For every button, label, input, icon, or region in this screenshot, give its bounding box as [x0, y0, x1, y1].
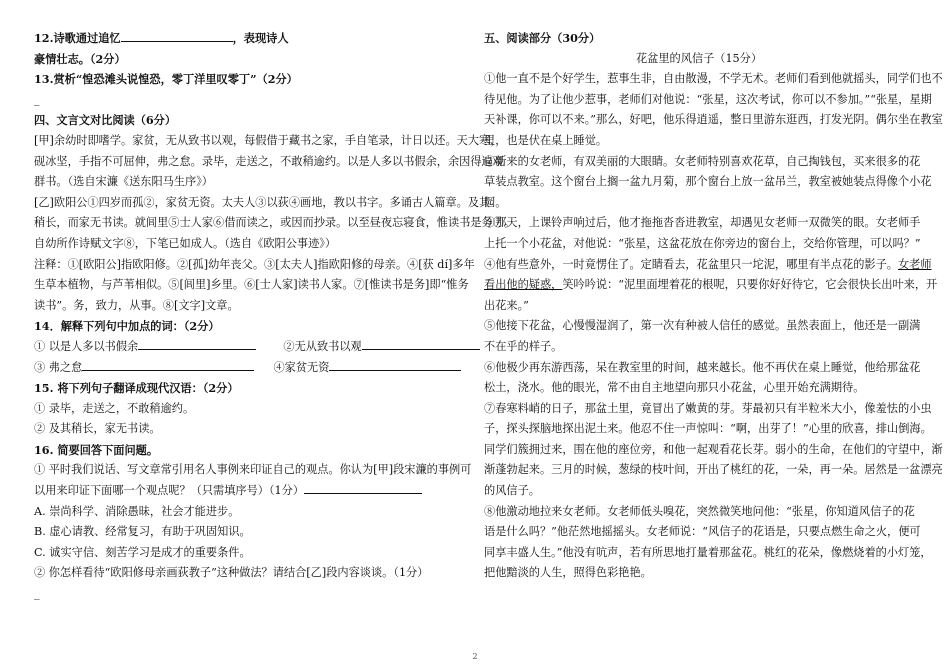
passage-jia-line: 群书。（选自宋濂《送东阳马生序》）	[34, 175, 213, 189]
article-line: 的风信子。	[484, 484, 540, 498]
answer-blank[interactable]	[362, 337, 480, 350]
underlined-sentence: 女老师	[897, 257, 932, 271]
answer-blank[interactable]	[329, 358, 461, 371]
notes-line: 注释：①[欧阳公]指欧阳修。②[孤]幼年丧父。③[太夫人]指欧阳修的母亲。④[获 dí]多年	[34, 257, 475, 271]
answer-blank[interactable]	[138, 337, 256, 350]
article-line: ⑧他激动地拉来女老师。女老师低头嗅花，突然微笑地问他：“张星，你知道风信子的花	[484, 504, 915, 518]
question-13: 13.赏析“惶恐滩头说惶恐，零丁洋里叹零丁”（2分）	[34, 72, 298, 87]
article-line: 松土，浇水。他的眼光，常不由自主地望向那只小花盆，心里开始充满期待。	[484, 381, 865, 395]
article-line: 看出他的疑惑，笑吟吟说：“泥里面埋着花的根呢，只要你好好待它，它会很快长出叶来，开	[484, 278, 938, 292]
article-line: 把他黯淡的人生，照得色彩艳艳。	[484, 566, 652, 580]
article-line: 出花来。”	[484, 298, 529, 312]
passage-yi-line: 自幼所作诗赋文字⑧，下笔已如成人。（选自《欧阳公事迹》）	[34, 236, 337, 250]
question-12: 12.诗歌通过追忆 ，表现诗人	[34, 31, 289, 45]
article-line: 同享丰盛人生。”他没有吭声，若有所思地打量着那盆花。桃红的花朵，像燃烧着的小灯笼，	[484, 545, 932, 559]
article-line: 不在乎的样子。	[484, 339, 563, 353]
passage-jia-line: 砚冰坚，手指不可屈伸，弗之怠。录毕，走送之，不敢稍逾约。以是人多以书假余，余因得遍观	[34, 154, 504, 168]
section-5-heading: 五、阅读部分（30分）	[484, 31, 601, 45]
underlined-sentence: 看出他的疑惑，	[484, 278, 563, 292]
section-4-heading: 四、文言文对比阅读（6分）	[34, 113, 177, 128]
article-line: ②新来的女老师，有双美丽的大眼睛。女老师特别喜欢花草，自己掏钱包，买来很多的花	[484, 154, 921, 168]
question-15-item: ① 录毕，走送之，不敢稍逾约。	[34, 401, 195, 415]
article-line: 渐蓬勃起来。三月的时候，葱绿的枝叶间，开出了桃红的花，一朵，再一朵。居然是一盆漂亮	[484, 463, 943, 477]
question-15: 15. 将下列句子翻译成现代汉语：（2分）	[34, 381, 239, 396]
answer-dash[interactable]: _	[34, 92, 40, 106]
passage-yi-line: [乙]欧阳公①四岁而孤②，家贫无资。太夫人③以荻④画地，教以书字。多诵古人篇章。及其	[34, 195, 491, 209]
notes-line: 生草本植物，与芦苇相似。⑤[闾里]乡里。⑥[士人家]读书人家。⑦[惟读书是务]即“惟务	[34, 278, 469, 292]
article-line: 里，也是伏在桌上睡觉。	[484, 133, 608, 147]
question-16: 16. 简要回答下面问题。	[34, 442, 159, 457]
question-14-row: ① 以是人多以书假余 ②无从致书以观	[34, 337, 466, 358]
article-line: ⑦春寒料峭的日子，那盆土里，竟冒出了嫩黄的芽。芽最初只有半粒米大小，像羞怯的小虫	[484, 401, 932, 415]
option-b: B. 虚心请教、经常复习，有助于巩固知识。	[34, 525, 251, 539]
article-line: 同学们簇拥过来，围在他的座位旁，和他一起观看花长芽。弱小的生命，在他们的守望中，渐	[484, 442, 943, 456]
article-line: 子，探头探脑地探出泥土来。他忍不住一声惊叫：“啊，出芽了！”心里的欣喜，排山倒海。	[484, 422, 932, 436]
article-line: ①他一直不是个好学生，惹事生非，自由散漫，不学无术。老师们看到他就摇头，同学们也不	[484, 72, 943, 86]
question-16-item: ① 平时我们说话、写文章常引用名人事例来印证自己的观点。你认为[甲]段宋濂的事例可	[34, 463, 472, 477]
answer-blank[interactable]	[304, 481, 422, 494]
article-line: 语是什么吗？”他茫然地摇摇头。女老师说：“风信子的花语是，只要点燃生命之火，便可	[484, 525, 921, 539]
article-line: 天补课，你可以不来。”那么，好吧，他乐得逍遥，整日里游东逛西，打发光阴。偶尔坐在教室	[484, 113, 943, 127]
answer-blank[interactable]	[121, 29, 233, 42]
article-line: 待见他。为了让他少惹事，老师们对他说：“张星，这次考试，你可以不参加。”“张星，星期	[484, 92, 932, 106]
article-line: ⑥他极少再东游西荡，呆在教室里的时间，越来越长。他不再伏在桌上睡觉，他给那盆花	[484, 360, 921, 374]
answer-blank[interactable]	[82, 358, 254, 371]
article-line: ④他有些意外，一时竟愣住了。定睛看去，花盆里只一坨泥，哪里有半点花的影子。女老师	[484, 257, 932, 271]
article-line: 上托一个小花盆，对他说：“张星，这盆花放在你旁边的窗台上，交给你管理，可以吗？”	[484, 236, 921, 250]
article-line: 园。	[484, 195, 507, 209]
right-column	[484, 28, 943, 584]
question-12-cont: 豪情壮志。（2分）	[34, 51, 126, 66]
article-line: 草装点教室。这个窗台上搁一盆九月菊，那个窗台上放一盆吊兰，教室被她装点得像个小花	[484, 175, 932, 189]
article-title: 花盆里的风信子（15分）	[635, 51, 763, 65]
question-14-row: ③ 弗之怠 ④家贫无资	[34, 358, 466, 379]
option-c: C. 诚实守信、刻苦学习是成才的重要条件。	[34, 545, 251, 559]
question-16-item: 以用来印证下面哪一个观点呢？（只需填序号）（1分）	[34, 481, 466, 502]
article-line: ⑤他接下花盆，心慢慢湿润了，第一次有种被人信任的感觉。虽然表面上，他还是一副满	[484, 319, 921, 333]
page-number: 2	[472, 652, 478, 661]
passage-yi-line: 稍长，而家无书读。就闾里⑤士人家⑥借而读之，或因而抄录。以至昼夜忘寝食，惟读书是务⑦。	[34, 216, 516, 230]
option-a: A. 崇尚科学、消除愚昧，社会才能进步。	[34, 504, 240, 518]
article-line: ③那天，上课铃声响过后，他才拖拖沓沓进教室，却遇见女老师一双微笑的眼。女老师手	[484, 216, 921, 230]
question-16-item: ② 你怎样看待“欧阳修母亲画荻教子”这种做法？请结合[乙]段内容谈谈。（1分）	[34, 566, 429, 580]
question-15-item: ② 及其稍长，家无书读。	[34, 422, 161, 436]
question-14: 14．解释下列句中加点的词：（2分）	[34, 319, 220, 334]
passage-jia-line: [甲]余幼时即嗜学。家贫，无从致书以观，每假借于藏书之家，手自笔录，计日以还。天大寒，	[34, 133, 502, 147]
answer-dash[interactable]: _	[34, 587, 40, 601]
notes-line: 读书”。务，致力，从事。⑧[文字]文章。	[34, 298, 239, 312]
